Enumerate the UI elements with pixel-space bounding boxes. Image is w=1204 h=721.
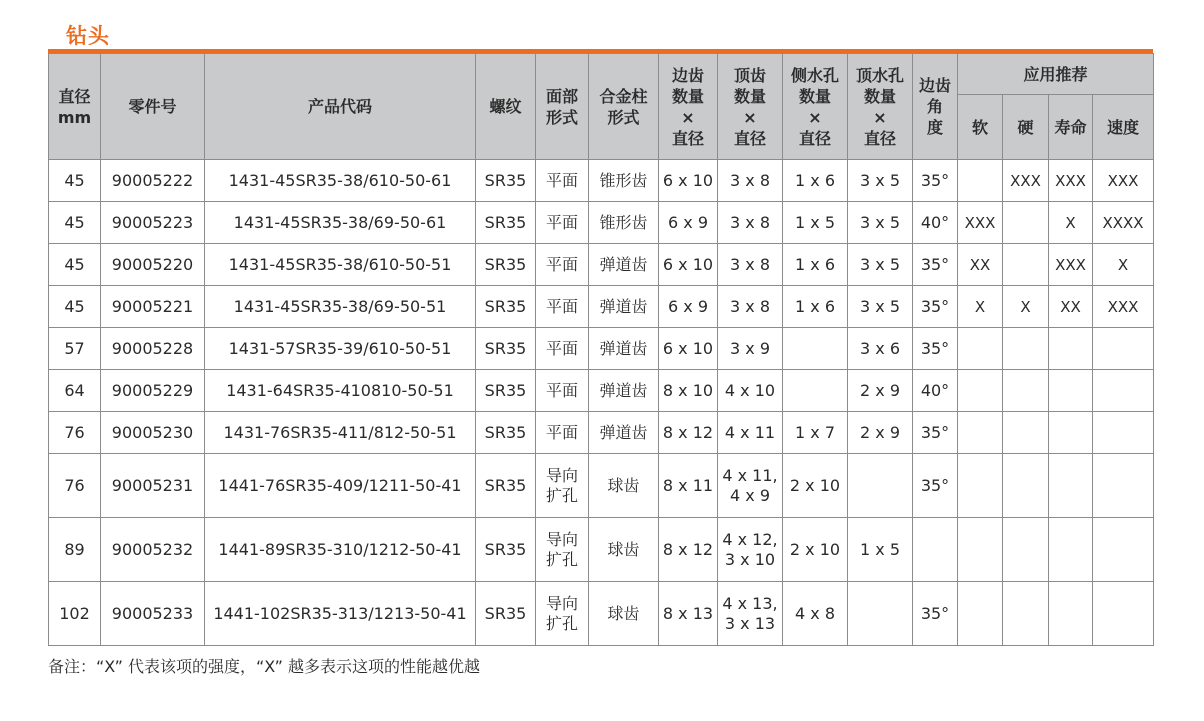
- header-thread: 螺纹: [476, 54, 536, 160]
- cell-life: [1049, 454, 1093, 518]
- cell-face: 平面: [536, 244, 589, 286]
- cell-insert: 弹道齿: [589, 370, 659, 412]
- cell-angle: 35°: [913, 328, 958, 370]
- cell-front: 3 x 8: [718, 286, 783, 328]
- cell-thread: SR35: [476, 244, 536, 286]
- cell-side-flush: 1 x 6: [783, 244, 848, 286]
- cell-insert: 弹道齿: [589, 412, 659, 454]
- cell-gauge: 8 x 13: [659, 582, 718, 646]
- cell-speed: [1093, 518, 1154, 582]
- header-gauge-buttons: 边齿 数量 × 直径: [659, 54, 718, 160]
- cell-side-flush: 2 x 10: [783, 518, 848, 582]
- cell-part-number: 90005222: [101, 160, 205, 202]
- cell-face: 平面: [536, 370, 589, 412]
- cell-angle: 35°: [913, 244, 958, 286]
- cell-angle: [913, 518, 958, 582]
- cell-product-code: 1431-76SR35-411/812-50-51: [205, 412, 476, 454]
- table-row: [49, 202, 1154, 244]
- table-row: [49, 582, 1154, 646]
- cell-diameter: 76: [49, 454, 101, 518]
- cell-product-code: 1431-57SR35-39/610-50-51: [205, 328, 476, 370]
- cell-front-flush: 3 x 6: [848, 328, 913, 370]
- cell-front: 3 x 8: [718, 202, 783, 244]
- cell-thread: SR35: [476, 202, 536, 244]
- cell-angle: 35°: [913, 286, 958, 328]
- cell-gauge: 6 x 9: [659, 286, 718, 328]
- cell-speed: [1093, 328, 1154, 370]
- cell-soft: XXX: [958, 202, 1003, 244]
- header-diameter: 直径 mm: [49, 54, 101, 160]
- cell-soft: [958, 518, 1003, 582]
- cell-part-number: 90005220: [101, 244, 205, 286]
- cell-speed: [1093, 582, 1154, 646]
- cell-side-flush: 4 x 8: [783, 582, 848, 646]
- cell-speed: [1093, 454, 1154, 518]
- cell-thread: SR35: [476, 412, 536, 454]
- header-front-buttons: 顶齿 数量 × 直径: [718, 54, 783, 160]
- cell-front: 3 x 8: [718, 244, 783, 286]
- cell-product-code: 1441-89SR35-310/1212-50-41: [205, 518, 476, 582]
- cell-life: [1049, 518, 1093, 582]
- cell-front-flush: [848, 454, 913, 518]
- cell-soft: [958, 412, 1003, 454]
- cell-face: 平面: [536, 328, 589, 370]
- cell-diameter: 102: [49, 582, 101, 646]
- cell-part-number: 90005230: [101, 412, 205, 454]
- cell-thread: SR35: [476, 582, 536, 646]
- cell-thread: SR35: [476, 454, 536, 518]
- cell-diameter: 45: [49, 202, 101, 244]
- cell-angle: 35°: [913, 160, 958, 202]
- cell-face: 导向 扩孔: [536, 454, 589, 518]
- cell-thread: SR35: [476, 518, 536, 582]
- cell-insert: 锥形齿: [589, 202, 659, 244]
- cell-insert: 球齿: [589, 518, 659, 582]
- cell-thread: SR35: [476, 160, 536, 202]
- table-row: [49, 328, 1154, 370]
- cell-life: XX: [1049, 286, 1093, 328]
- cell-life: X: [1049, 202, 1093, 244]
- cell-life: [1049, 582, 1093, 646]
- cell-diameter: 57: [49, 328, 101, 370]
- cell-face: 平面: [536, 412, 589, 454]
- cell-front-flush: [848, 582, 913, 646]
- cell-life: XXX: [1049, 160, 1093, 202]
- cell-insert: 弹道齿: [589, 328, 659, 370]
- cell-soft: [958, 454, 1003, 518]
- cell-angle: 35°: [913, 454, 958, 518]
- page-title: 钻头: [66, 24, 110, 48]
- cell-speed: XXX: [1093, 160, 1154, 202]
- cell-hard: [1003, 582, 1049, 646]
- cell-speed: XXX: [1093, 286, 1154, 328]
- cell-front: 4 x 11, 4 x 9: [718, 454, 783, 518]
- cell-soft: X: [958, 286, 1003, 328]
- header-speed: 速度: [1093, 95, 1154, 160]
- table-row: [49, 244, 1154, 286]
- cell-side-flush: 1 x 5: [783, 202, 848, 244]
- table-row: [49, 370, 1154, 412]
- header-face-type: 面部 形式: [536, 54, 589, 160]
- cell-soft: XX: [958, 244, 1003, 286]
- cell-angle: 40°: [913, 370, 958, 412]
- cell-hard: [1003, 370, 1049, 412]
- cell-part-number: 90005228: [101, 328, 205, 370]
- cell-gauge: 8 x 12: [659, 518, 718, 582]
- cell-part-number: 90005232: [101, 518, 205, 582]
- cell-diameter: 64: [49, 370, 101, 412]
- table-row: [49, 454, 1154, 518]
- cell-side-flush: 1 x 6: [783, 160, 848, 202]
- cell-diameter: 76: [49, 412, 101, 454]
- cell-soft: [958, 160, 1003, 202]
- header-part-number: 零件号: [101, 54, 205, 160]
- cell-product-code: 1431-45SR35-38/69-50-61: [205, 202, 476, 244]
- header-side-flush-holes: 侧水孔 数量 × 直径: [783, 54, 848, 160]
- cell-diameter: 45: [49, 244, 101, 286]
- cell-part-number: 90005231: [101, 454, 205, 518]
- cell-thread: SR35: [476, 370, 536, 412]
- cell-angle: 35°: [913, 582, 958, 646]
- cell-soft: [958, 328, 1003, 370]
- cell-part-number: 90005223: [101, 202, 205, 244]
- cell-insert: 球齿: [589, 582, 659, 646]
- cell-front-flush: 2 x 9: [848, 412, 913, 454]
- cell-product-code: 1431-45SR35-38/610-50-51: [205, 244, 476, 286]
- cell-gauge: 8 x 11: [659, 454, 718, 518]
- table-row: [49, 286, 1154, 328]
- cell-life: XXX: [1049, 244, 1093, 286]
- cell-hard: [1003, 412, 1049, 454]
- footnote: 备注：“X” 代表该项的强度，“X” 越多表示这项的性能越优越: [48, 657, 480, 676]
- cell-insert: 弹道齿: [589, 286, 659, 328]
- cell-front-flush: 1 x 5: [848, 518, 913, 582]
- cell-front-flush: 3 x 5: [848, 286, 913, 328]
- cell-face: 平面: [536, 202, 589, 244]
- cell-thread: SR35: [476, 328, 536, 370]
- cell-front: 4 x 10: [718, 370, 783, 412]
- cell-insert: 弹道齿: [589, 244, 659, 286]
- cell-front: 4 x 12, 3 x 10: [718, 518, 783, 582]
- cell-gauge: 8 x 10: [659, 370, 718, 412]
- drill-bit-spec-table: [48, 53, 1154, 646]
- cell-front: 3 x 8: [718, 160, 783, 202]
- cell-speed: XXXX: [1093, 202, 1154, 244]
- cell-diameter: 45: [49, 160, 101, 202]
- cell-gauge: 8 x 12: [659, 412, 718, 454]
- header-front-flush-holes: 顶水孔 数量 × 直径: [848, 54, 913, 160]
- cell-part-number: 90005229: [101, 370, 205, 412]
- cell-insert: 球齿: [589, 454, 659, 518]
- cell-soft: [958, 370, 1003, 412]
- cell-life: [1049, 370, 1093, 412]
- cell-hard: [1003, 202, 1049, 244]
- cell-front: 3 x 9: [718, 328, 783, 370]
- cell-hard: [1003, 518, 1049, 582]
- cell-front-flush: 3 x 5: [848, 160, 913, 202]
- cell-diameter: 89: [49, 518, 101, 582]
- header-life: 寿命: [1049, 95, 1093, 160]
- header-gauge-angle: 边齿 角 度: [913, 54, 958, 160]
- header-hard: 硬: [1003, 95, 1049, 160]
- cell-insert: 锥形齿: [589, 160, 659, 202]
- cell-hard: [1003, 244, 1049, 286]
- cell-soft: [958, 582, 1003, 646]
- cell-speed: X: [1093, 244, 1154, 286]
- table-row: [49, 518, 1154, 582]
- cell-life: [1049, 412, 1093, 454]
- cell-front-flush: 3 x 5: [848, 202, 913, 244]
- table-row: [49, 160, 1154, 202]
- cell-part-number: 90005221: [101, 286, 205, 328]
- cell-gauge: 6 x 9: [659, 202, 718, 244]
- cell-face: 导向 扩孔: [536, 518, 589, 582]
- cell-hard: [1003, 454, 1049, 518]
- cell-hard: XXX: [1003, 160, 1049, 202]
- cell-hard: X: [1003, 286, 1049, 328]
- cell-side-flush: 1 x 6: [783, 286, 848, 328]
- cell-front: 4 x 13, 3 x 13: [718, 582, 783, 646]
- cell-diameter: 45: [49, 286, 101, 328]
- cell-product-code: 1431-45SR35-38/610-50-61: [205, 160, 476, 202]
- cell-part-number: 90005233: [101, 582, 205, 646]
- cell-thread: SR35: [476, 286, 536, 328]
- cell-side-flush: [783, 328, 848, 370]
- header-insert-type: 合金柱 形式: [589, 54, 659, 160]
- cell-side-flush: 2 x 10: [783, 454, 848, 518]
- table-row: [49, 412, 1154, 454]
- cell-front: 4 x 11: [718, 412, 783, 454]
- cell-gauge: 6 x 10: [659, 160, 718, 202]
- cell-gauge: 6 x 10: [659, 244, 718, 286]
- cell-face: 平面: [536, 160, 589, 202]
- cell-face: 导向 扩孔: [536, 582, 589, 646]
- cell-product-code: 1431-45SR35-38/69-50-51: [205, 286, 476, 328]
- cell-gauge: 6 x 10: [659, 328, 718, 370]
- cell-angle: 40°: [913, 202, 958, 244]
- cell-speed: [1093, 412, 1154, 454]
- cell-angle: 35°: [913, 412, 958, 454]
- cell-front-flush: 3 x 5: [848, 244, 913, 286]
- cell-product-code: 1431-64SR35-410810-50-51: [205, 370, 476, 412]
- cell-side-flush: 1 x 7: [783, 412, 848, 454]
- cell-life: [1049, 328, 1093, 370]
- cell-speed: [1093, 370, 1154, 412]
- cell-product-code: 1441-76SR35-409/1211-50-41: [205, 454, 476, 518]
- header-soft: 软: [958, 95, 1003, 160]
- cell-side-flush: [783, 370, 848, 412]
- cell-hard: [1003, 328, 1049, 370]
- cell-face: 平面: [536, 286, 589, 328]
- cell-product-code: 1441-102SR35-313/1213-50-41: [205, 582, 476, 646]
- header-application: 应用推荐: [958, 54, 1154, 95]
- header-product-code: 产品代码: [205, 54, 476, 160]
- cell-front-flush: 2 x 9: [848, 370, 913, 412]
